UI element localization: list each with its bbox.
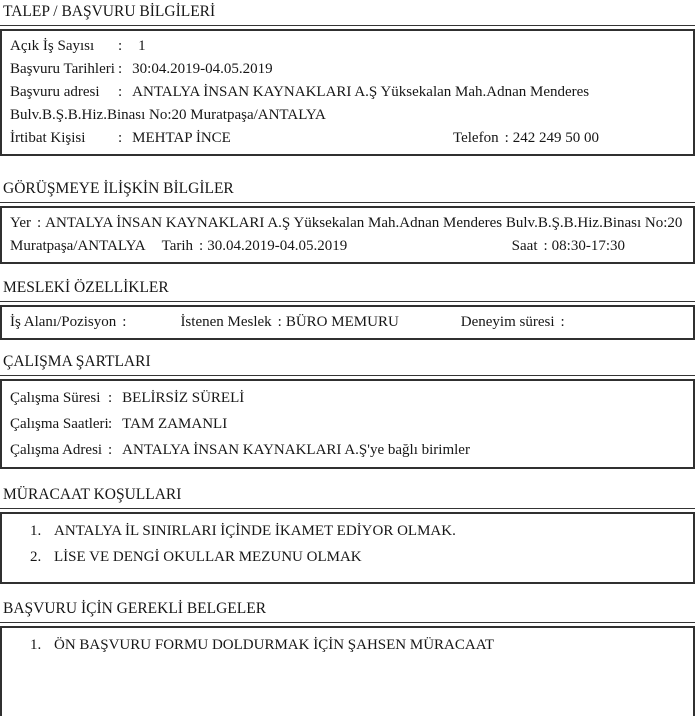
field-value: 1 bbox=[138, 38, 146, 54]
field-label: Deneyim süresi bbox=[460, 314, 555, 330]
field-row-mesleki bbox=[10, 311, 685, 334]
field-label: Çalışma Süresi bbox=[10, 390, 101, 406]
field-colon: : bbox=[108, 416, 113, 432]
field-colon: : bbox=[560, 314, 565, 330]
field-value: 30.04.2019-04.05.2019 bbox=[207, 238, 348, 254]
field-row-yer bbox=[10, 212, 685, 235]
section-title: TALEP / BAŞVURU BİLGİLERİ bbox=[0, 3, 695, 26]
field-row-telefon bbox=[453, 127, 599, 150]
field-value: ANTALYA İNSAN KAYNAKLARI A.Ş Yüksekalan Mah.Adnan Menderes bbox=[132, 84, 590, 100]
field-label: İstenen Meslek bbox=[180, 314, 272, 330]
field-label: Çalışma Adresi bbox=[10, 442, 103, 458]
field-value: 08:30-17:30 bbox=[551, 238, 625, 254]
field-colon: : bbox=[118, 61, 123, 77]
field-label: İrtibat Kişisi bbox=[10, 130, 86, 146]
section-box bbox=[0, 626, 695, 716]
section-talep bbox=[0, 3, 695, 156]
field-row-calisma-adresi bbox=[10, 437, 685, 463]
field-value: Bulv.B.Ş.B.Hiz.Binası No:20 Muratpaşa/ANTALYA bbox=[10, 107, 326, 123]
field-row-calisma-saatleri bbox=[10, 411, 685, 437]
field-colon: : bbox=[199, 238, 204, 254]
field-row-basvuru-adresi bbox=[10, 81, 685, 104]
section-box bbox=[0, 206, 695, 264]
field-value: 242 249 50 00 bbox=[512, 130, 599, 146]
field-row-yer-line2 bbox=[10, 235, 685, 258]
section-belgeler bbox=[0, 600, 695, 716]
field-colon: : bbox=[543, 238, 548, 254]
field-value: ANTALYA İNSAN KAYNAKLARI A.Ş'ye bağlı birimler bbox=[122, 442, 470, 458]
section-mesleki bbox=[0, 279, 695, 340]
section-title: BAŞVURU İÇİN GEREKLİ BELGELER bbox=[0, 600, 695, 623]
item-text: ÖN BAŞVURU FORMU DOLDURMAK İÇİN ŞAHSEN MÜRACAAT bbox=[54, 637, 495, 653]
field-label: Tarih bbox=[161, 238, 194, 254]
item-number: 1. bbox=[30, 523, 42, 539]
item-number: 2. bbox=[30, 549, 42, 565]
field-row-saat bbox=[512, 235, 625, 258]
field-label: Yer bbox=[10, 215, 31, 231]
field-value: BÜRO MEMURU bbox=[285, 314, 399, 330]
field-value: Muratpaşa/ANTALYA bbox=[10, 238, 146, 254]
list-item bbox=[10, 518, 685, 544]
field-value: BELİRSİZ SÜRELİ bbox=[122, 390, 245, 406]
field-colon: : bbox=[108, 442, 113, 458]
field-colon: : bbox=[108, 390, 113, 406]
field-colon: : bbox=[504, 130, 509, 146]
field-row-istenen-meslek bbox=[180, 311, 398, 334]
field-colon: : bbox=[122, 314, 127, 330]
field-value: 30:04.2019-04.05.2019 bbox=[132, 61, 273, 77]
field-row-tarih bbox=[162, 235, 348, 258]
field-colon: : bbox=[118, 130, 123, 146]
field-row-irtibat bbox=[10, 127, 685, 150]
field-colon: : bbox=[36, 215, 42, 231]
field-colon: : bbox=[118, 38, 123, 54]
field-label: Açık İş Sayısı bbox=[10, 38, 95, 54]
field-value: ANTALYA İNSAN KAYNAKLARI A.Ş Yüksekalan Mah.Adnan Menderes Bulv.B.Ş.B.Hiz.Binası No:20 bbox=[45, 215, 683, 231]
field-row-deneyim bbox=[461, 311, 569, 334]
field-label: Başvuru adresi bbox=[10, 84, 100, 100]
list-item bbox=[10, 632, 685, 658]
field-label: İş Alanı/Pozisyon bbox=[10, 314, 117, 330]
field-colon: : bbox=[118, 84, 123, 100]
section-title: ÇALIŞMA ŞARTLARI bbox=[0, 353, 695, 376]
field-label: Telefon bbox=[452, 130, 499, 146]
section-muracaat bbox=[0, 486, 695, 584]
section-box bbox=[0, 379, 695, 469]
scanned-document bbox=[0, 3, 695, 716]
field-label: Çalışma Saatleri bbox=[10, 416, 109, 432]
section-gorusme bbox=[0, 180, 695, 264]
section-title: MÜRACAAT KOŞULLARI bbox=[0, 486, 695, 509]
section-title: GÖRÜŞMEYE İLİŞKİN BİLGİLER bbox=[0, 180, 695, 203]
field-row-basvuru-adresi-line2 bbox=[10, 104, 685, 127]
section-box bbox=[0, 29, 695, 156]
section-title: MESLEKİ ÖZELLİKLER bbox=[0, 279, 695, 302]
field-row-basvuru-tarihleri bbox=[10, 58, 685, 81]
field-label: Başvuru Tarihleri bbox=[10, 61, 115, 77]
section-box bbox=[0, 512, 695, 584]
section-calisma bbox=[0, 353, 695, 469]
field-value: TAM ZAMANLI bbox=[122, 416, 228, 432]
item-text: LİSE VE DENGİ OKULLAR MEZUNU OLMAK bbox=[54, 549, 362, 565]
item-number: 1. bbox=[30, 637, 42, 653]
section-box bbox=[0, 305, 695, 340]
field-value: MEHTAP İNCE bbox=[132, 130, 231, 146]
field-row-calisma-suresi bbox=[10, 385, 685, 411]
field-colon: : bbox=[277, 314, 282, 330]
item-text: ANTALYA İL SINIRLARI İÇİNDE İKAMET EDİYOR OLMAK. bbox=[54, 523, 456, 539]
field-row-is-alani bbox=[10, 311, 130, 334]
list-item bbox=[10, 544, 685, 570]
field-row-acik-is bbox=[10, 35, 685, 58]
field-label: Saat bbox=[511, 238, 538, 254]
